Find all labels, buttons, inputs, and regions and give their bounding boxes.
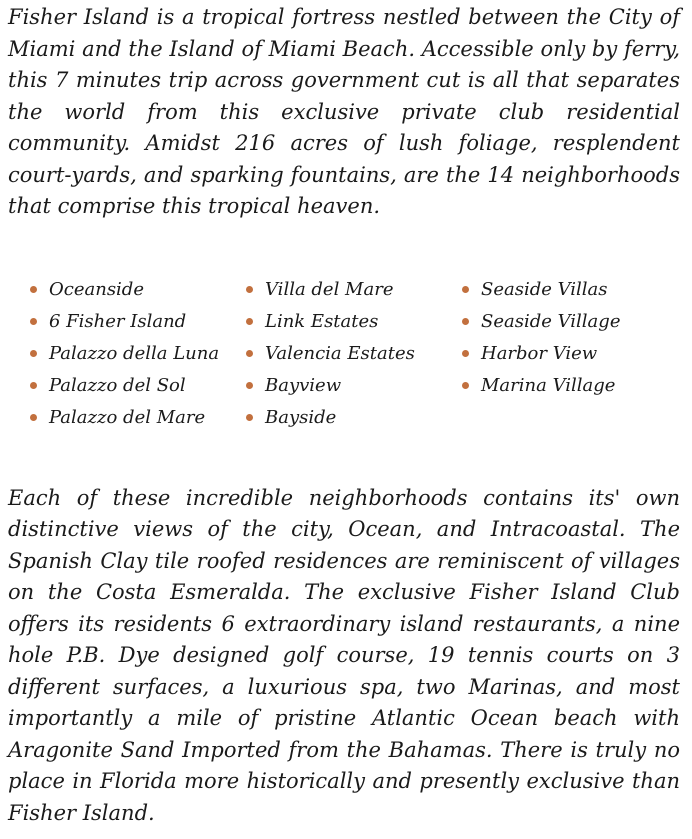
neighborhood-column-2 [246,274,462,434]
neighborhood-item [30,370,246,402]
bullet-icon [30,318,37,325]
neighborhood-name: Seaside Villas [481,278,608,300]
neighborhood-item [30,306,246,338]
neighborhood-name: Bayside [265,406,337,428]
bullet-icon [462,382,469,389]
neighborhood-item [246,402,462,434]
bullet-icon [30,414,37,421]
neighborhood-item [462,370,662,402]
neighborhood-item [246,338,462,370]
neighborhood-name: 6 Fisher Island [49,310,187,332]
bullet-icon [30,286,37,293]
neighborhood-column-1 [30,274,246,434]
neighborhood-name: Valencia Estates [265,342,415,364]
article [8,2,680,829]
neighborhood-name: Bayview [265,374,342,396]
bullet-icon [462,318,469,325]
bullet-icon [30,350,37,357]
neighborhood-item [246,274,462,306]
neighborhood-list [30,274,680,434]
neighborhood-name: Harbor View [481,342,598,364]
bullet-icon [246,382,253,389]
neighborhood-name: Link Estates [265,310,379,332]
neighborhood-name: Oceanside [49,278,144,300]
neighborhood-item [246,306,462,338]
neighborhood-name: Palazzo del Sol [49,374,186,396]
neighborhood-item [30,338,246,370]
bullet-icon [30,382,37,389]
bullet-icon [246,414,253,421]
bullet-icon [462,286,469,293]
neighborhood-name: Seaside Village [481,310,621,332]
neighborhood-name: Palazzo del Mare [49,406,206,428]
body-paragraph: Each of these incredible neighborhoods contains its' own distinctive views of the city, Ocean, and Intracoastal. The Spanish Clay tile roofed residences are reminiscent of villages on the Costa Esmeralda. The exclusive Fisher Island Club offers its residents 6 extraordinary island restaurants, a nine hole P.B. Dye designed golf course, 19 tennis courts on 3 different surfaces, a luxurious spa, two Marinas, and most importantly a mile of pristine Atlantic Ocean beach with Aragonite Sand Imported from the Bahamas. There is truly no place in Florida more historically and presently exclusive than Fisher Island. [8,485,680,825]
neighborhood-item [30,274,246,306]
neighborhood-name: Palazzo della Luna [49,342,220,364]
neighborhood-item [30,402,246,434]
bullet-icon [462,350,469,357]
neighborhood-name: Villa del Mare [265,278,394,300]
neighborhood-column-3 [462,274,662,434]
bullet-icon [246,318,253,325]
neighborhood-item [462,306,662,338]
neighborhood-name: Marina Village [481,374,616,396]
bullet-icon [246,350,253,357]
bullet-icon [246,286,253,293]
intro-paragraph: Fisher Island is a tropical fortress nestled between the City of Miami and the Island of Miami Beach. Accessible only by ferry, this 7 minutes trip across government cut is all that separates the world from this exclusive private club residential community. Amidst 216 acres of lush foliage, resplendent court-yards, and sparking fountains, are the 14 neighborhoods that comprise this tropical heaven. [8,5,680,218]
neighborhood-item [462,338,662,370]
neighborhood-item [246,370,462,402]
neighborhood-item [462,274,662,306]
